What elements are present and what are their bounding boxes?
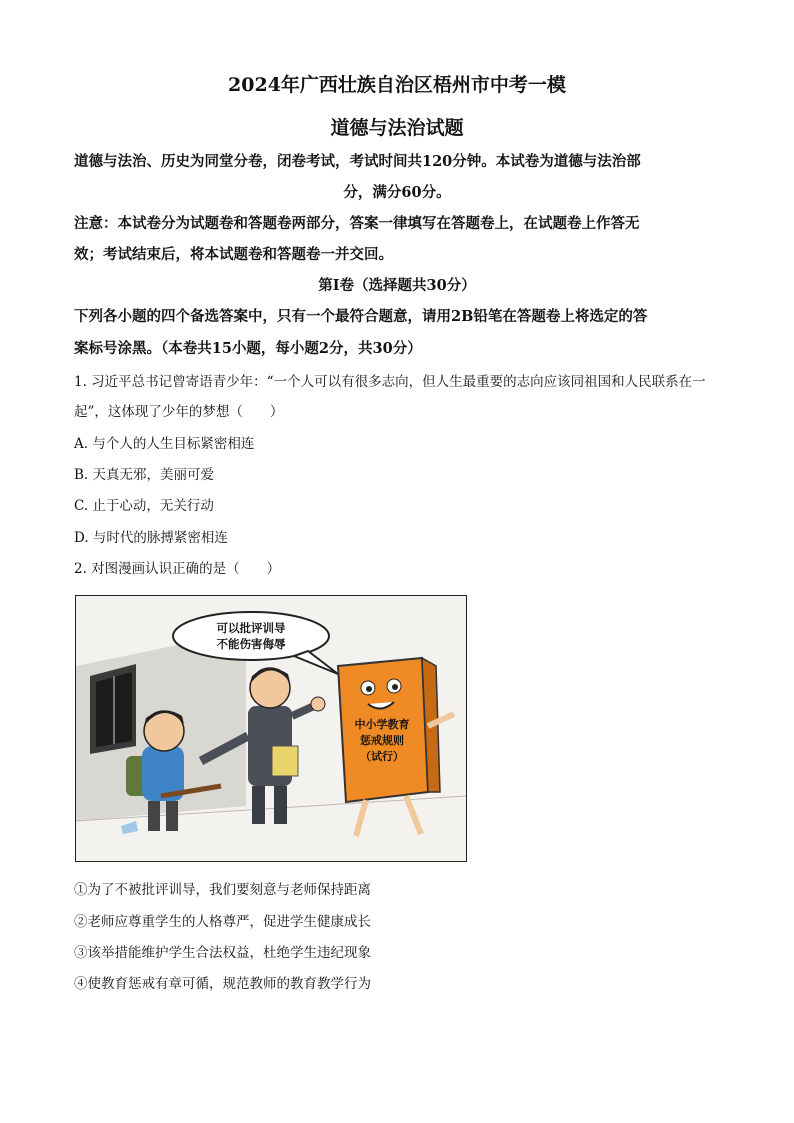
q2-stem: 2. 对图漫画认识正确的是（ ） [74,561,281,577]
q2-statement-3: ③该举措能维护学生合法权益，杜绝学生违纪现象 [74,945,371,961]
book-title-2: 惩戒规则 [360,734,404,747]
part-heading: 第Ⅰ卷（选择题共30分） [318,277,476,294]
bubble-text-2: 不能伤害侮辱 [216,637,286,651]
instruction-line-2: 案标号涂黑。（本卷共15小题，每小题2分，共30分） [74,340,422,357]
q1-option-c: C. 止于心动，无关行动 [74,498,214,514]
notice-line-1: 注意：本试卷分为试题卷和答题卷两部分，答案一律填写在答题卷上，在试题卷上作答无 [74,215,640,232]
book-title-1: 中小学教育 [354,718,410,731]
intro-line-2: 分，满分60分。 [343,184,451,201]
q1-option-b: B. 天真无邪，美丽可爱 [74,467,215,483]
notice-line-2: 效；考试结束后，将本试题卷和答题卷一并交回。 [74,246,393,263]
exam-title: 2024年广西壮族自治区梧州市中考一模 [228,74,566,96]
q1-option-d: D. 与时代的脉搏紧密相连 [74,530,228,546]
bubble-text-1: 可以批评训导 [216,621,286,635]
exam-subject-title: 道德与法治试题 [330,117,464,139]
q1-stem-line-2: 起”，这体现了少年的梦想（ ） [74,404,284,420]
q2-statement-4: ④使教育惩戒有章可循，规范教师的教育教学行为 [74,976,371,992]
q2-statement-2: ②老师应尊重学生的人格尊严，促进学生健康成长 [74,914,371,930]
q2-statement-1: ①为了不被批评训导，我们要刻意与老师保持距离 [74,882,371,898]
q2-cartoon [75,595,467,862]
intro-line-1: 道德与法治、历史为同堂分卷，闭卷考试，考试时间共120分钟。本试卷为道德与法治部 [74,153,641,170]
window-shape [90,664,136,754]
book-title-3: （试行） [360,750,404,763]
instruction-line-1: 下列各小题的四个备选答案中，只有一个最符合题意，请用2B铅笔在答题卷上将选定的答 [74,308,648,325]
q1-stem-line-1: 1. 习近平总书记曾寄语青少年：“一个人可以有很多志向，但人生最重要的志向应该同祖国和人民联系在一 [74,374,706,390]
q1-option-a: A. 与个人的人生目标紧密相连 [74,436,255,452]
